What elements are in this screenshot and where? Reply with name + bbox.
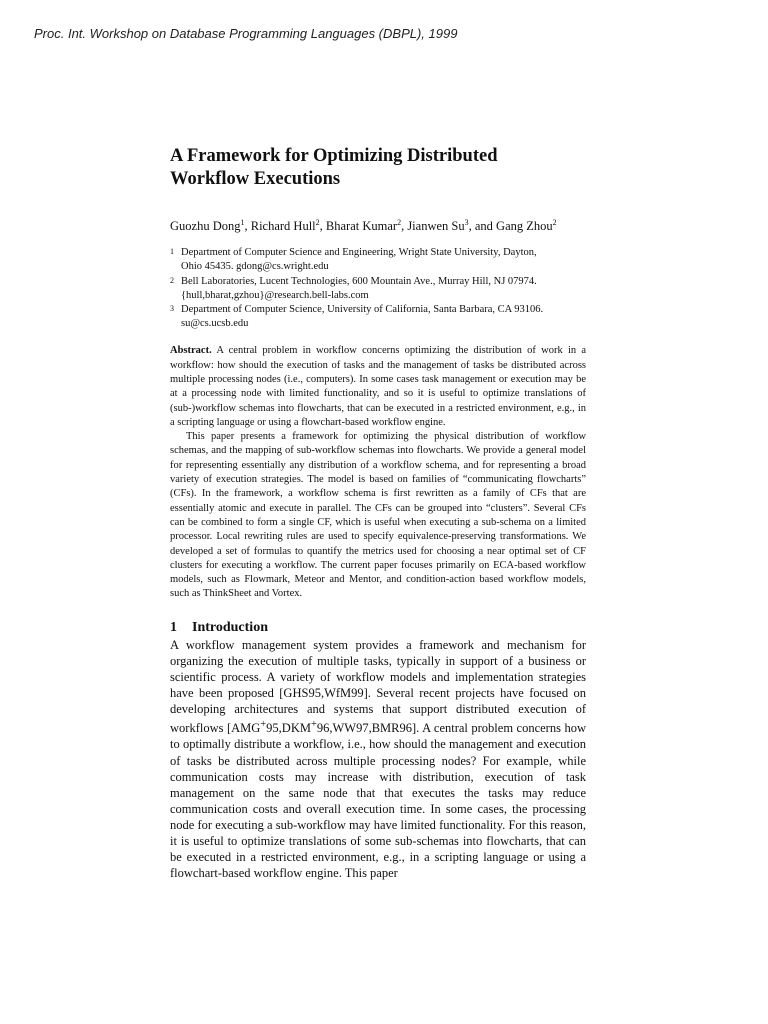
section-title: Introduction xyxy=(192,619,268,635)
section-heading xyxy=(170,619,586,637)
abstract xyxy=(170,344,586,601)
title-line-2: Workflow Executions xyxy=(170,169,341,189)
affiliation-number: 2 xyxy=(170,275,174,285)
affiliation: 1 Department of Computer Science and Engineering, Wright State University, Dayton, Ohio 45435. gdong@cs.wright.edu xyxy=(170,246,586,274)
author: Jianwen Su$^3$, and xyxy=(407,218,497,234)
affiliation: 2 Bell Laboratories, Lucent Technologies, 600 Mountain Ave., Murray Hill, NJ 07974. {hull,bharat,gzhou}@research.bell-labs.com xyxy=(170,275,586,303)
paper-title xyxy=(170,145,586,191)
author: Gang Zhou$^2$ xyxy=(496,218,557,234)
abstract-label: Abstract. xyxy=(170,345,212,357)
affiliations xyxy=(170,246,586,331)
affiliation-number: 3 xyxy=(170,303,174,313)
author: Bharat Kumar$^2$, xyxy=(325,218,408,234)
author-list xyxy=(170,215,586,234)
author: Guozhu Dong$^1$, xyxy=(170,218,251,234)
intro-paragraph: A workflow management system provides a framework and mechanism for organizing the execution of multiple tasks, typically in support of a business or scientific process. A variety of workflow models and implementation strategies have been proposed [GHS95,WfM99]. Several recent projects have focused on developing architectures and systems that support distributed execution of workflows [AMG+95,DKM+96,WW97,BMR96]. A central problem concerns how to optimally distribute a workflow, i.e., how should the management and execution of tasks be distributed across multiple processing nodes? For example, while communication costs may increase with distribution, execution of task management on the same node that that executes the tasks may reduce communication costs and overall execution time. In some cases, the processing node for executing a sub-workflow may have limited functionality. For this reason, it is useful to optimize translations of some sub-schemas into flowcharts, that can be executed in a restricted environment, e.g., in a scripting language or using a flowchart-based workflow engine. This paper xyxy=(170,637,586,881)
title-line-1: A Framework for Optimizing Distributed xyxy=(170,146,498,166)
running-head: Proc. Int. Workshop on Database Programming Languages (DBPL), 1999 xyxy=(34,26,458,41)
section-number: 1 xyxy=(170,619,177,635)
affiliation: 3 Department of Computer Science, University of California, Santa Barbara, CA 93106. su@cs.ucsb.edu xyxy=(170,303,586,331)
paper-body xyxy=(170,145,586,881)
abstract-paragraph: This paper presents a framework for optimizing the physical distribution of workflow schemas, and the mapping of sub-workflow schemas into flowcharts. We provide a general model for representing essentially any distribution of a workflow schema, and for representing a broad variety of execution strategies. The model is based on families of “communicating flowcharts” (CFs). In the framework, a workflow schema is first rewritten as a family of CFs that are essentially atomic and execute in parallel. The CFs can be grouped into “clusters”. Several CFs can be combined to form a single CF, which is useful when executing a sub-schema on a limited processor. Local rewriting rules are used to specify equivalence-preserving transformations. We developed a set of formulas to quantify the metrics used for choosing a near optimal set of CF clusters for executing a workflow. The current paper focuses primarily on ECA-based workflow models, such as Flowmark, Meteor and Mentor, and condition-action based workflow models, such as ThinkSheet and Vortex. xyxy=(170,431,586,600)
abstract-paragraph: Abstract. A central problem in workflow concerns optimizing the distribution of work in a workflow: how should the execution of tasks and the management of tasks be distributed across multiple processing nodes (i.e., computers). In some cases task management or execution may be at a processing node with limited functionality, and so it is useful to optimize translations of (sub-)workflow schemas into flowcharts, that can be executed in a restricted environment, e.g., in a scripting language or using a flowchart-based workflow engine. xyxy=(170,345,587,428)
affiliation-number: 1 xyxy=(170,247,174,257)
author: Richard Hull$^2$, xyxy=(250,218,326,234)
